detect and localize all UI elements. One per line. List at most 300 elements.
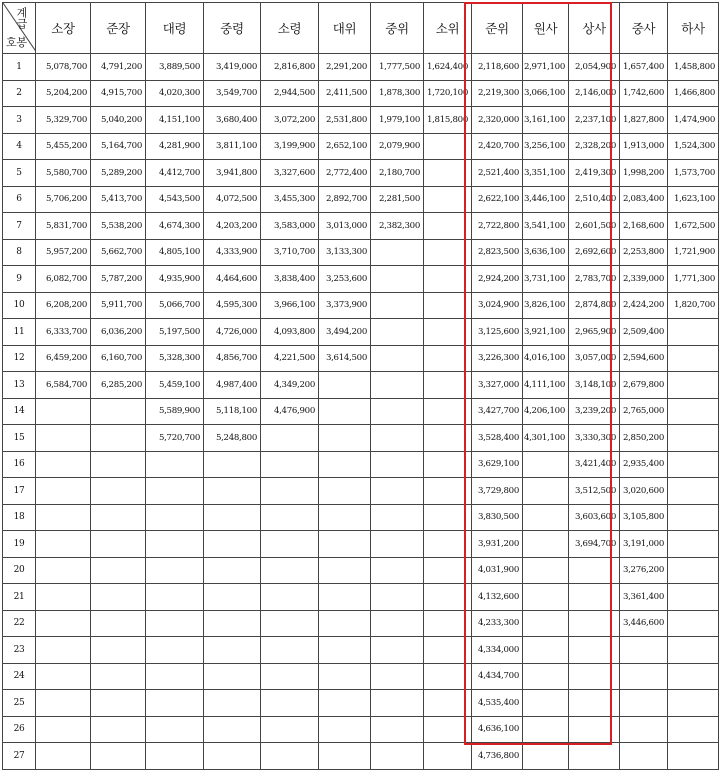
salary-cell [668,716,719,743]
column-header: 소장 [36,3,91,54]
salary-cell [371,663,424,690]
salary-cell [36,557,91,584]
salary-cell: 5,197,500 [146,319,204,346]
salary-cell [36,690,91,717]
salary-cell: 2,924,200 [472,266,523,293]
salary-cell: 3,694,700 [569,531,620,558]
salary-cell [261,478,319,505]
salary-cell: 5,040,200 [91,107,146,134]
salary-cell: 3,330,300 [569,425,620,452]
table-row [3,690,719,717]
salary-cell: 5,413,700 [91,186,146,213]
salary-cell: 1,913,000 [620,133,668,160]
salary-cell [371,504,424,531]
table-row [3,663,719,690]
salary-cell: 3,446,600 [620,610,668,637]
salary-cell [371,425,424,452]
salary-cell [204,557,261,584]
salary-cell: 6,333,700 [36,319,91,346]
salary-cell [424,637,472,664]
salary-cell: 3,680,400 [204,107,261,134]
salary-cell [523,557,569,584]
salary-cell [319,531,371,558]
salary-cell: 1,624,400 [424,54,472,81]
step-cell: 2 [3,80,36,107]
salary-cell [523,610,569,637]
salary-cell: 4,233,300 [472,610,523,637]
salary-cell: 2,965,900 [569,319,620,346]
salary-cell: 3,494,200 [319,319,371,346]
salary-cell [261,716,319,743]
salary-cell: 6,459,200 [36,345,91,372]
salary-cell: 3,191,000 [620,531,668,558]
table-row [3,319,719,346]
salary-cell: 2,874,800 [569,292,620,319]
salary-cell: 4,535,400 [472,690,523,717]
salary-cell: 4,093,800 [261,319,319,346]
salary-cell [319,716,371,743]
salary-cell [146,743,204,770]
table-row [3,451,719,478]
salary-cell [424,398,472,425]
salary-cell [371,292,424,319]
salary-cell: 1,721,900 [668,239,719,266]
salary-cell: 2,420,700 [472,133,523,160]
salary-cell: 4,151,100 [146,107,204,134]
step-cell: 22 [3,610,36,637]
salary-cell: 2,118,600 [472,54,523,81]
salary-cell [319,398,371,425]
salary-cell [620,743,668,770]
salary-cell: 6,082,700 [36,266,91,293]
salary-cell: 5,455,200 [36,133,91,160]
salary-cell [36,584,91,611]
salary-cell [204,531,261,558]
salary-cell: 1,623,100 [668,186,719,213]
table-row [3,186,719,213]
salary-cell [261,743,319,770]
table-body [3,54,719,770]
step-cell: 9 [3,266,36,293]
salary-cell: 2,594,600 [620,345,668,372]
salary-cell: 3,199,900 [261,133,319,160]
salary-cell: 5,831,700 [36,213,91,240]
salary-cell [424,266,472,293]
salary-cell: 3,020,600 [620,478,668,505]
salary-cell [424,213,472,240]
salary-cell [424,716,472,743]
salary-cell: 4,791,200 [91,54,146,81]
table-row [3,531,719,558]
salary-cell [319,478,371,505]
salary-cell: 4,987,400 [204,372,261,399]
salary-cell [36,398,91,425]
salary-cell [91,637,146,664]
salary-cell: 1,524,300 [668,133,719,160]
step-cell: 14 [3,398,36,425]
salary-cell [424,319,472,346]
salary-cell [91,425,146,452]
salary-cell [668,690,719,717]
salary-cell [371,239,424,266]
salary-cell: 6,036,200 [91,319,146,346]
salary-cell: 3,512,500 [569,478,620,505]
salary-cell [668,504,719,531]
salary-cell: 2,237,100 [569,107,620,134]
salary-cell: 6,208,200 [36,292,91,319]
salary-cell: 5,787,200 [91,266,146,293]
salary-cell [91,584,146,611]
salary-cell [668,398,719,425]
salary-cell: 5,706,200 [36,186,91,213]
step-cell: 13 [3,372,36,399]
salary-cell: 3,921,100 [523,319,569,346]
salary-cell: 3,161,100 [523,107,569,134]
salary-cell [91,504,146,531]
step-cell: 10 [3,292,36,319]
salary-cell [146,716,204,743]
salary-cell [204,690,261,717]
salary-cell [371,478,424,505]
salary-cell [91,451,146,478]
salary-cell [91,716,146,743]
salary-cell [668,372,719,399]
salary-cell: 4,016,100 [523,345,569,372]
step-axis-label: 호봉 [6,36,27,49]
salary-cell: 3,072,200 [261,107,319,134]
salary-cell: 1,458,800 [668,54,719,81]
salary-cell [261,425,319,452]
salary-cell: 5,066,700 [146,292,204,319]
salary-cell: 3,583,000 [261,213,319,240]
step-cell: 24 [3,663,36,690]
salary-cell [523,478,569,505]
salary-cell [204,504,261,531]
salary-cell: 4,856,700 [204,345,261,372]
salary-cell: 2,419,300 [569,160,620,187]
salary-cell: 3,125,600 [472,319,523,346]
step-cell: 20 [3,557,36,584]
step-cell: 11 [3,319,36,346]
salary-cell [668,557,719,584]
salary-cell: 2,531,800 [319,107,371,134]
salary-cell: 3,455,300 [261,186,319,213]
step-cell: 4 [3,133,36,160]
salary-cell [146,531,204,558]
salary-cell: 2,692,600 [569,239,620,266]
salary-cell [424,557,472,584]
salary-cell [371,372,424,399]
salary-cell [424,160,472,187]
salary-cell: 3,710,700 [261,239,319,266]
salary-cell: 3,327,600 [261,160,319,187]
salary-cell: 4,281,900 [146,133,204,160]
salary-cell: 3,826,100 [523,292,569,319]
salary-cell: 3,239,200 [569,398,620,425]
salary-cell [523,504,569,531]
salary-cell: 5,589,900 [146,398,204,425]
salary-cell [204,610,261,637]
salary-cell: 2,722,800 [472,213,523,240]
salary-cell [36,451,91,478]
salary-cell [569,690,620,717]
step-cell: 23 [3,637,36,664]
step-cell: 15 [3,425,36,452]
salary-cell: 3,731,100 [523,266,569,293]
salary-cell: 4,072,500 [204,186,261,213]
table-row [3,584,719,611]
table-row [3,80,719,107]
step-cell: 26 [3,716,36,743]
salary-cell: 1,672,500 [668,213,719,240]
salary-cell [569,743,620,770]
salary-cell [36,531,91,558]
salary-cell [569,637,620,664]
salary-cell: 1,998,200 [620,160,668,187]
salary-cell: 5,164,700 [91,133,146,160]
salary-cell: 1,878,300 [371,80,424,107]
salary-cell [146,610,204,637]
salary-cell [424,292,472,319]
salary-cell: 5,911,700 [91,292,146,319]
salary-cell [36,610,91,637]
rank-axis-label: 계급 [15,7,28,29]
salary-cell: 4,434,700 [472,663,523,690]
salary-cell: 2,291,200 [319,54,371,81]
salary-cell: 2,180,700 [371,160,424,187]
salary-cell: 4,334,000 [472,637,523,664]
salary-cell [91,690,146,717]
salary-cell: 4,301,100 [523,425,569,452]
table-row [3,54,719,81]
salary-cell: 1,979,100 [371,107,424,134]
table-row [3,107,719,134]
salary-cell [668,319,719,346]
salary-cell: 1,820,700 [668,292,719,319]
salary-cell [91,743,146,770]
salary-cell: 1,474,900 [668,107,719,134]
salary-cell: 2,339,000 [620,266,668,293]
salary-cell: 3,629,100 [472,451,523,478]
salary-cell [523,584,569,611]
salary-cell: 1,827,800 [620,107,668,134]
column-header: 중사 [620,3,668,54]
salary-cell: 2,679,800 [620,372,668,399]
salary-cell: 4,349,200 [261,372,319,399]
salary-cell: 3,148,100 [569,372,620,399]
salary-cell: 1,771,300 [668,266,719,293]
salary-cell [371,610,424,637]
table-row [3,345,719,372]
step-cell: 5 [3,160,36,187]
salary-cell: 2,816,800 [261,54,319,81]
table-row [3,213,719,240]
salary-cell: 2,601,500 [569,213,620,240]
salary-cell [91,557,146,584]
salary-cell [424,478,472,505]
step-cell: 7 [3,213,36,240]
salary-cell [424,239,472,266]
salary-cell: 3,066,100 [523,80,569,107]
salary-cell: 3,057,000 [569,345,620,372]
salary-cell: 3,226,300 [472,345,523,372]
table-row [3,504,719,531]
salary-cell [91,478,146,505]
salary-cell: 5,538,200 [91,213,146,240]
salary-cell: 3,351,100 [523,160,569,187]
salary-cell: 2,219,300 [472,80,523,107]
salary-cell: 5,580,700 [36,160,91,187]
salary-cell: 4,020,300 [146,80,204,107]
salary-cell [146,451,204,478]
step-cell: 1 [3,54,36,81]
salary-cell [424,345,472,372]
column-header: 하사 [668,3,719,54]
salary-cell [204,663,261,690]
salary-cell: 3,528,400 [472,425,523,452]
salary-cell: 3,421,400 [569,451,620,478]
step-cell: 12 [3,345,36,372]
salary-cell: 3,419,000 [204,54,261,81]
salary-cell [204,637,261,664]
salary-cell [424,186,472,213]
salary-cell [371,531,424,558]
table-row [3,266,719,293]
salary-cell: 2,320,000 [472,107,523,134]
salary-cell [36,504,91,531]
salary-cell [569,557,620,584]
salary-cell: 3,327,000 [472,372,523,399]
salary-cell [371,557,424,584]
salary-cell: 4,203,200 [204,213,261,240]
salary-cell [371,451,424,478]
salary-cell [668,478,719,505]
salary-cell [319,690,371,717]
salary-cell [371,690,424,717]
salary-cell: 3,636,100 [523,239,569,266]
salary-cell [261,690,319,717]
table-row [3,292,719,319]
salary-cell: 4,636,100 [472,716,523,743]
salary-cell: 3,446,100 [523,186,569,213]
column-header: 대위 [319,3,371,54]
salary-cell: 2,783,700 [569,266,620,293]
salary-cell: 3,838,400 [261,266,319,293]
salary-cell [371,398,424,425]
salary-cell: 3,253,600 [319,266,371,293]
step-cell: 27 [3,743,36,770]
salary-cell: 2,622,100 [472,186,523,213]
salary-cell: 4,595,300 [204,292,261,319]
salary-cell [319,425,371,452]
salary-cell: 5,204,200 [36,80,91,107]
salary-cell [371,743,424,770]
salary-cell: 5,459,100 [146,372,204,399]
column-header: 중령 [204,3,261,54]
salary-cell: 2,253,800 [620,239,668,266]
salary-cell [523,531,569,558]
salary-cell [36,716,91,743]
salary-cell [261,584,319,611]
salary-cell [424,504,472,531]
salary-cell: 2,146,000 [569,80,620,107]
salary-cell: 3,603,600 [569,504,620,531]
salary-cell [371,637,424,664]
salary-cell: 3,133,300 [319,239,371,266]
salary-cell: 3,614,500 [319,345,371,372]
salary-cell [424,690,472,717]
step-cell: 6 [3,186,36,213]
salary-cell: 1,742,600 [620,80,668,107]
salary-cell [371,319,424,346]
salary-cell: 3,830,500 [472,504,523,531]
salary-cell [668,345,719,372]
table-row [3,160,719,187]
salary-cell [319,663,371,690]
salary-cell: 2,281,500 [371,186,424,213]
salary-cell [668,531,719,558]
table-row [3,716,719,743]
salary-cell [620,716,668,743]
salary-cell [319,584,371,611]
salary-cell [319,637,371,664]
salary-cell [204,478,261,505]
salary-cell: 4,674,300 [146,213,204,240]
table-row [3,133,719,160]
salary-cell [261,504,319,531]
salary-cell [146,637,204,664]
step-cell: 17 [3,478,36,505]
salary-cell: 1,815,800 [424,107,472,134]
column-header: 대령 [146,3,204,54]
salary-cell [146,690,204,717]
header-row [3,3,719,54]
salary-cell [371,716,424,743]
salary-cell [146,584,204,611]
salary-cell: 2,054,900 [569,54,620,81]
salary-cell: 6,160,700 [91,345,146,372]
salary-cell [146,504,204,531]
salary-cell: 3,541,100 [523,213,569,240]
salary-cell [424,663,472,690]
salary-cell: 1,777,500 [371,54,424,81]
salary-cell [668,663,719,690]
salary-cell: 3,276,200 [620,557,668,584]
salary-cell [371,266,424,293]
salary-cell: 3,024,900 [472,292,523,319]
corner-header-cell [3,3,36,54]
salary-cell [36,425,91,452]
salary-cell [261,557,319,584]
salary-cell [204,716,261,743]
salary-cell: 2,328,200 [569,133,620,160]
salary-cell: 1,573,700 [668,160,719,187]
salary-cell: 3,889,500 [146,54,204,81]
salary-cell [523,451,569,478]
salary-cell: 2,382,300 [371,213,424,240]
salary-cell: 1,466,800 [668,80,719,107]
salary-cell: 5,328,300 [146,345,204,372]
salary-cell: 4,476,900 [261,398,319,425]
salary-cell [523,716,569,743]
salary-cell: 5,957,200 [36,239,91,266]
salary-cell: 3,549,700 [204,80,261,107]
column-header: 준위 [472,3,523,54]
salary-cell: 4,412,700 [146,160,204,187]
salary-cell [569,610,620,637]
salary-cell [91,398,146,425]
salary-cell: 6,584,700 [36,372,91,399]
